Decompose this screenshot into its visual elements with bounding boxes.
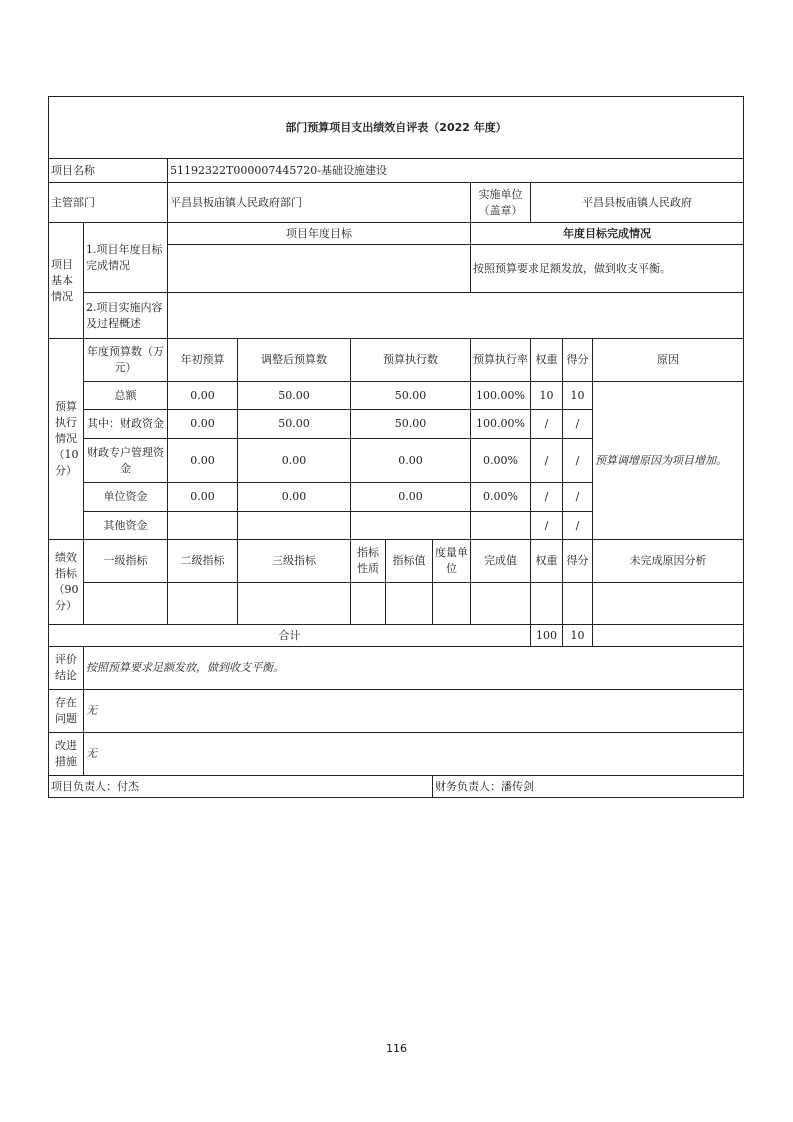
improve-value: 无 xyxy=(84,733,744,776)
dept-label: 主管部门 xyxy=(49,183,168,223)
completion-value: 按照预算要求足额发放，做到收支平衡。 xyxy=(471,245,744,293)
problems-label: 存在问题 xyxy=(49,690,84,733)
budget-section-label: 预算执行情况（10分） xyxy=(49,339,84,540)
executed-budget: 50.00 xyxy=(351,382,471,410)
performance-evaluation-table xyxy=(48,96,744,798)
execution-rate xyxy=(471,512,531,540)
completion-header: 年度目标完成情况 xyxy=(471,223,744,245)
problems-value: 无 xyxy=(84,690,744,733)
page-title: 部门预算项目支出绩效自评表（2022 年度） xyxy=(49,97,744,159)
empty-cell xyxy=(351,583,386,625)
total-score: 10 xyxy=(563,625,593,647)
fund-name: 其中：财政资金 xyxy=(84,410,168,439)
perf-header: 未完成原因分析 xyxy=(593,540,744,583)
budget-header: 原因 xyxy=(593,339,744,382)
execution-rate: 100.00% xyxy=(471,382,531,410)
initial-budget xyxy=(168,512,238,540)
dept-value: 平昌县板庙镇人民政府部门 xyxy=(168,183,471,223)
impl-unit-label: 实施单位（盖章） xyxy=(471,183,531,223)
initial-budget: 0.00 xyxy=(168,483,238,512)
fund-name: 财政专户管理资金 xyxy=(84,439,168,483)
project-name-value: 51192322T000007445720-基础设施建设 xyxy=(168,159,744,183)
adjusted-budget: 0.00 xyxy=(238,439,351,483)
score: / xyxy=(563,483,593,512)
budget-row xyxy=(49,382,744,410)
executed-budget: 0.00 xyxy=(351,483,471,512)
empty-cell xyxy=(238,583,351,625)
fund-name: 单位资金 xyxy=(84,483,168,512)
score: / xyxy=(563,439,593,483)
adjusted-budget: 50.00 xyxy=(238,410,351,439)
perf-header: 三级指标 xyxy=(238,540,351,583)
perf-header: 得分 xyxy=(563,540,593,583)
improve-label: 改进措施 xyxy=(49,733,84,776)
executed-budget xyxy=(351,512,471,540)
empty-cell xyxy=(433,583,471,625)
budget-header: 得分 xyxy=(563,339,593,382)
weight: / xyxy=(531,483,563,512)
perf-header: 二级指标 xyxy=(168,540,238,583)
project-lead: 项目负责人：付杰 xyxy=(49,776,433,798)
budget-header: 预算执行数 xyxy=(351,339,471,382)
conclusion-value: 按照预算要求足额发放，做到收支平衡。 xyxy=(84,647,744,690)
item2-value xyxy=(168,293,744,339)
weight: / xyxy=(531,410,563,439)
perf-header: 完成值 xyxy=(471,540,531,583)
perf-header: 度量单位 xyxy=(433,540,471,583)
score: 10 xyxy=(563,382,593,410)
conclusion-label: 评价结论 xyxy=(49,647,84,690)
budget-reason: 预算调增原因为项目增加。 xyxy=(593,382,744,540)
empty-cell xyxy=(531,583,563,625)
perf-header: 权重 xyxy=(531,540,563,583)
goal-header: 项目年度目标 xyxy=(168,223,471,245)
total-label: 合计 xyxy=(49,625,531,647)
total-note xyxy=(593,625,744,647)
executed-budget: 50.00 xyxy=(351,410,471,439)
budget-header: 年初预算 xyxy=(168,339,238,382)
initial-budget: 0.00 xyxy=(168,382,238,410)
adjusted-budget: 50.00 xyxy=(238,382,351,410)
impl-unit-value: 平昌县板庙镇人民政府 xyxy=(531,183,744,223)
budget-header: 权重 xyxy=(531,339,563,382)
total-weight: 100 xyxy=(531,625,563,647)
adjusted-budget xyxy=(238,512,351,540)
basic-section-label: 项目基本情况 xyxy=(49,223,84,339)
project-name-label: 项目名称 xyxy=(49,159,168,183)
weight: 10 xyxy=(531,382,563,410)
perf-row-empty xyxy=(49,583,744,625)
weight: / xyxy=(531,512,563,540)
fund-name: 其他资金 xyxy=(84,512,168,540)
budget-header: 预算执行率 xyxy=(471,339,531,382)
budget-header: 年度预算数（万元） xyxy=(84,339,168,382)
initial-budget: 0.00 xyxy=(168,410,238,439)
empty-cell xyxy=(471,583,531,625)
budget-header: 调整后预算数 xyxy=(238,339,351,382)
empty-cell xyxy=(168,583,238,625)
perf-header: 指标性质 xyxy=(351,540,386,583)
perf-section-label: 绩效指标（90分） xyxy=(49,540,84,625)
empty-cell xyxy=(84,583,168,625)
score: / xyxy=(563,512,593,540)
perf-header: 指标值 xyxy=(386,540,433,583)
empty-cell xyxy=(386,583,433,625)
empty-cell xyxy=(593,583,744,625)
score: / xyxy=(563,410,593,439)
weight: / xyxy=(531,439,563,483)
execution-rate: 100.00% xyxy=(471,410,531,439)
executed-budget: 0.00 xyxy=(351,439,471,483)
initial-budget: 0.00 xyxy=(168,439,238,483)
execution-rate: 0.00% xyxy=(471,483,531,512)
item2-label: 2.项目实施内容及过程概述 xyxy=(84,293,168,339)
adjusted-budget: 0.00 xyxy=(238,483,351,512)
finance-lead: 财务负责人：潘传剑 xyxy=(433,776,744,798)
item1-label: 1.项目年度目标完成情况 xyxy=(84,223,168,293)
goal-value xyxy=(168,245,471,293)
empty-cell xyxy=(563,583,593,625)
page-number: 116 xyxy=(386,1042,407,1055)
execution-rate: 0.00% xyxy=(471,439,531,483)
fund-name: 总额 xyxy=(84,382,168,410)
perf-header: 一级指标 xyxy=(84,540,168,583)
